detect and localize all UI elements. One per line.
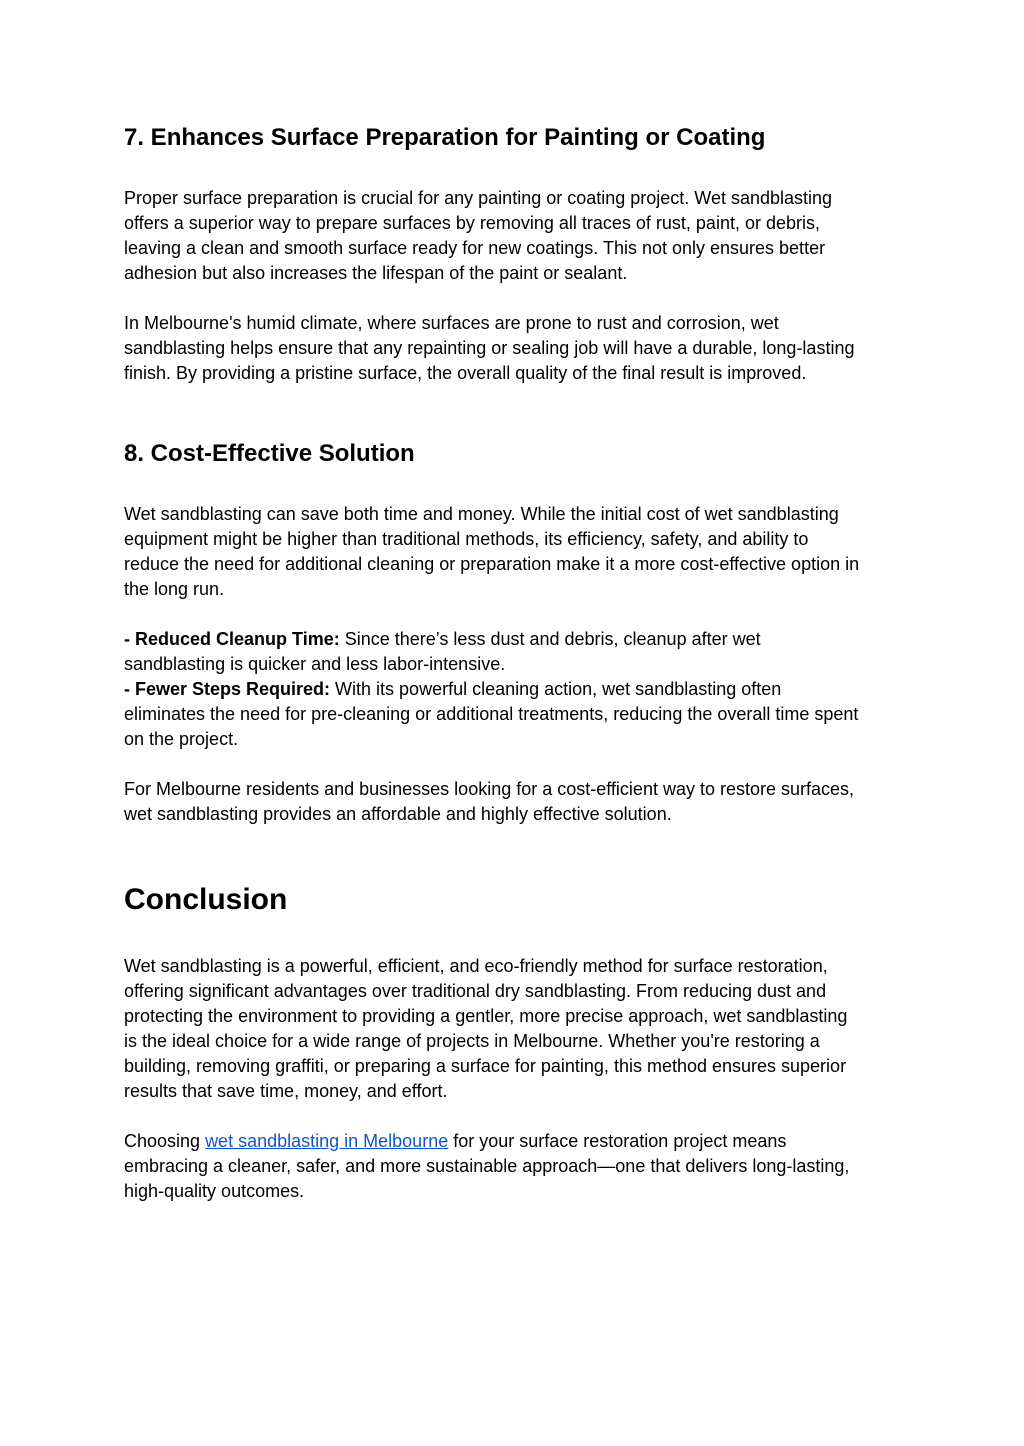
text-line: Proper surface preparation is crucial for any painting or coating project. Wet sandblasting [124, 188, 833, 208]
section-7-paragraph-2 [124, 311, 904, 386]
section-8-paragraph-3 [124, 777, 904, 827]
bullet-label: - Fewer Steps Required: [124, 679, 331, 699]
text-line: offering significant advantages over traditional dry sandblasting. From reducing dust and [124, 981, 827, 1001]
section-8-paragraph-1 [124, 502, 904, 602]
text-line: eliminates the need for pre-cleaning or additional treatments, reducing the overall time spent [124, 704, 859, 724]
conclusion-paragraph-1 [124, 954, 904, 1104]
text-fragment: Choosing [124, 1131, 206, 1151]
conclusion-paragraph-2 [124, 1129, 904, 1204]
bullet-text: Since there’s less dust and debris, cleanup after wet [339, 629, 761, 649]
text-line: embracing a cleaner, safer, and more sustainable approach—one that delivers long-lasting, [124, 1156, 850, 1176]
text-line: For Melbourne residents and businesses looking for a cost-efficient way to restore surfaces, [124, 779, 855, 799]
text-line: is the ideal choice for a wide range of projects in Melbourne. Whether you're restoring a [124, 1031, 820, 1051]
text-line: building, removing graffiti, or preparing a surface for painting, this method ensures superior [124, 1056, 847, 1076]
text-line: protecting the environment to providing a gentler, more precise approach, wet sandblasting [124, 1006, 848, 1026]
section-7-paragraph-1 [124, 186, 904, 286]
bullet-text: With its powerful cleaning action, wet sandblasting often [330, 679, 782, 699]
bullet-label: - Reduced Cleanup Time: [124, 629, 340, 649]
text-line: on the project. [124, 729, 239, 749]
text-line: Wet sandblasting is a powerful, efficient, and eco-friendly method for surface restoration, [124, 956, 828, 976]
bullet-fewer-steps [124, 677, 904, 702]
text-line: sandblasting is quicker and less labor-intensive. [124, 654, 506, 674]
text-line [124, 1129, 904, 1154]
text-line: sandblasting helps ensure that any repainting or sealing job will have a durable, long-lasting [124, 338, 855, 358]
text-line: adhesion but also increases the lifespan of the paint or sealant. [124, 263, 628, 283]
bullet-reduced-cleanup [124, 627, 904, 652]
text-line: reduce the need for additional cleaning or preparation make it a more cost-effective option in [124, 554, 860, 574]
text-line: finish. By providing a pristine surface, the overall quality of the final result is improved. [124, 363, 807, 383]
conclusion-heading: Conclusion [124, 883, 288, 916]
text-line: high-quality outcomes. [124, 1181, 305, 1201]
section-7-heading: 7. Enhances Surface Preparation for Painting or Coating [124, 124, 766, 151]
section-8-heading: 8. Cost-Effective Solution [124, 440, 415, 467]
section-8-bullets [124, 627, 904, 752]
text-fragment: for your surface restoration project means [448, 1131, 787, 1151]
text-line: offers a superior way to prepare surfaces by removing all traces of rust, paint, or debris, [124, 213, 820, 233]
text-line: Wet sandblasting can save both time and money. While the initial cost of wet sandblasting [124, 504, 839, 524]
text-line: the long run. [124, 579, 225, 599]
text-line: results that save time, money, and effort. [124, 1081, 448, 1101]
text-line: equipment might be higher than traditional methods, its efficiency, safety, and ability to [124, 529, 809, 549]
text-line: wet sandblasting provides an affordable and highly effective solution. [124, 804, 672, 824]
wet-sandblasting-melbourne-link[interactable]: wet sandblasting in Melbourne [205, 1131, 449, 1151]
text-line: In Melbourne's humid climate, where surfaces are prone to rust and corrosion, wet [124, 313, 779, 333]
text-line: leaving a clean and smooth surface ready for new coatings. This not only ensures better [124, 238, 826, 258]
